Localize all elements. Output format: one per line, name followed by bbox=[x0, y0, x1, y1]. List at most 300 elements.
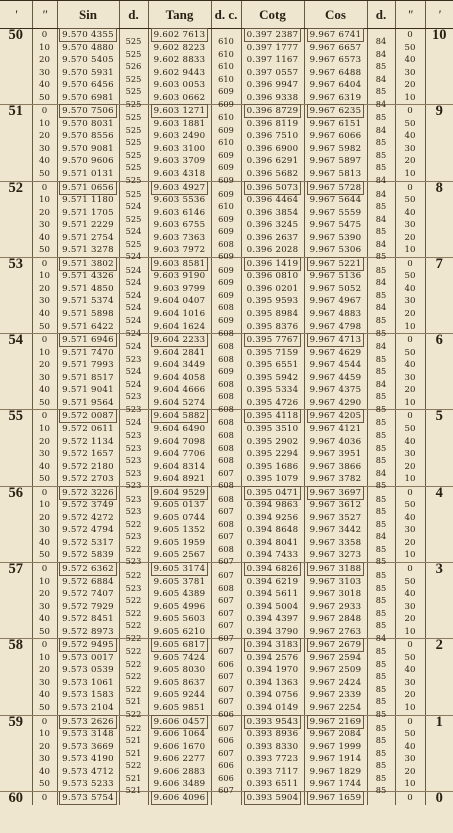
cos-value-text: 9.967 3188 bbox=[309, 563, 362, 574]
second-cell: 50 bbox=[32, 92, 57, 105]
second-cell-right: 10 bbox=[395, 626, 425, 639]
cos-value bbox=[304, 613, 367, 626]
cos-value-text: 9.967 2763 bbox=[309, 626, 362, 637]
second-cell-right: 30 bbox=[395, 372, 425, 385]
cos-diff: 85 bbox=[367, 708, 395, 721]
common-diff: 610 bbox=[211, 111, 241, 124]
sin-diff: 525 bbox=[119, 98, 148, 111]
tang-value bbox=[148, 143, 211, 156]
cotg-value bbox=[241, 448, 304, 461]
cos-diff: 85 bbox=[367, 670, 395, 683]
cotg-value-text: 0.394 1970 bbox=[246, 665, 299, 676]
tang-value bbox=[148, 42, 211, 55]
minute-cell bbox=[0, 423, 32, 436]
tang-value bbox=[148, 295, 211, 308]
sin-diff: 523 bbox=[119, 530, 148, 543]
cos-value-text: 9.967 6741 bbox=[309, 30, 362, 40]
tang-value bbox=[148, 741, 211, 754]
second-cell: 20 bbox=[32, 359, 57, 372]
common-diff: 608 bbox=[211, 442, 241, 455]
cotg-value-text: 0.393 9543 bbox=[246, 716, 299, 727]
tang-value-text: 9.603 0662 bbox=[153, 92, 206, 103]
tang-value bbox=[148, 321, 211, 334]
second-cell-right: 10 bbox=[395, 321, 425, 334]
sin-diff: 522 bbox=[119, 607, 148, 620]
sin-value-text: 9.572 2703 bbox=[62, 474, 114, 485]
cos-value bbox=[304, 677, 367, 690]
minute-cell: 54 bbox=[8, 332, 23, 349]
cotg-value-text: 0.396 7510 bbox=[246, 131, 299, 142]
cos-diff: 85 bbox=[367, 225, 395, 238]
cos-diff: 85 bbox=[367, 416, 395, 429]
tang-value-text: 9.604 8314 bbox=[153, 461, 206, 472]
cos-value-text: 9.967 3951 bbox=[309, 449, 362, 460]
minute-cell-right bbox=[425, 54, 453, 67]
cotg-value-text: 0.394 9256 bbox=[246, 512, 299, 523]
second-cell: 20 bbox=[32, 207, 57, 220]
sin-value bbox=[57, 549, 119, 562]
tang-value-text: 9.604 7098 bbox=[153, 436, 206, 447]
sin-value bbox=[57, 67, 119, 80]
second-cell-right: 0 bbox=[395, 257, 425, 270]
second-cell-right: 40 bbox=[395, 54, 425, 67]
sin-diff: 523 bbox=[119, 454, 148, 467]
tang-value-text: 9.604 2841 bbox=[153, 347, 206, 358]
cos-value bbox=[304, 92, 367, 105]
common-diff: 608 bbox=[211, 429, 241, 442]
cotg-value-text: 0.395 9593 bbox=[246, 296, 299, 307]
cos-value bbox=[304, 397, 367, 410]
second-cell-right: 0 bbox=[395, 639, 425, 652]
common-diff: 607 bbox=[211, 467, 241, 480]
tang-value-text: 9.605 1352 bbox=[153, 525, 206, 536]
minute-cell-right bbox=[425, 652, 453, 665]
cos-diff: 85 bbox=[367, 403, 395, 416]
cos-value bbox=[304, 372, 367, 385]
sin-diff: 521 bbox=[119, 695, 148, 708]
second-cell: 0 bbox=[32, 486, 57, 499]
cotg-value bbox=[241, 436, 304, 449]
minute-cell-right: 5 bbox=[425, 410, 453, 423]
minute-cell-right: 0 bbox=[425, 791, 453, 805]
second-cell: 50 bbox=[32, 244, 57, 257]
sin-diff: 521 bbox=[119, 747, 148, 760]
cos-value-text: 9.967 3358 bbox=[309, 537, 362, 548]
cos-value bbox=[304, 384, 367, 397]
tang-value-text: 9.604 3449 bbox=[153, 360, 206, 371]
common-diff: 607 bbox=[211, 683, 241, 696]
minute-cell-right bbox=[425, 588, 453, 601]
sin-value-text: 9.571 3278 bbox=[62, 245, 114, 256]
common-diff: 610 bbox=[211, 35, 241, 48]
minute-cell-right: 10 bbox=[425, 29, 453, 42]
minute-cell bbox=[0, 67, 32, 80]
second-cell-right: 50 bbox=[395, 194, 425, 207]
cos-value-text: 9.967 2848 bbox=[309, 614, 362, 625]
cos-value-text: 9.967 1829 bbox=[309, 766, 362, 777]
sin-value-text: 9.570 9081 bbox=[62, 143, 114, 154]
tang-value bbox=[148, 562, 211, 575]
tang-value bbox=[148, 207, 211, 220]
minute-cell bbox=[0, 232, 32, 245]
tang-value bbox=[148, 448, 211, 461]
sin-value bbox=[57, 372, 119, 385]
tang-value bbox=[148, 105, 211, 118]
cotg-value-text: 0.396 2637 bbox=[246, 232, 299, 243]
cos-value bbox=[304, 576, 367, 589]
second-cell: 40 bbox=[32, 461, 57, 474]
cos-diff: 84 bbox=[367, 174, 395, 187]
sin-value-text: 9.571 0131 bbox=[62, 169, 114, 180]
second-cell-right: 10 bbox=[395, 397, 425, 410]
sin-value-text: 9.570 5931 bbox=[62, 67, 114, 78]
cos-value bbox=[304, 499, 367, 512]
second-cell-right: 30 bbox=[395, 67, 425, 80]
sin-diff: 525 bbox=[119, 35, 148, 48]
cos-diff: 84 bbox=[367, 213, 395, 226]
cotg-value bbox=[241, 537, 304, 550]
cos-diff: 84 bbox=[367, 340, 395, 353]
cos-value-text: 9.967 6573 bbox=[309, 55, 362, 66]
minute-cell bbox=[0, 588, 32, 601]
common-diff: 608 bbox=[211, 518, 241, 531]
second-cell-right: 0 bbox=[395, 410, 425, 423]
cos-diff: 85 bbox=[367, 149, 395, 162]
cos-diff: 85 bbox=[367, 136, 395, 149]
minute-cell-right bbox=[425, 194, 453, 207]
sin-value-text: 9.573 4190 bbox=[62, 754, 114, 765]
second-cell-right: 30 bbox=[395, 677, 425, 690]
cos-diff: 84 bbox=[367, 187, 395, 200]
cos-value bbox=[304, 461, 367, 474]
common-diff: 607 bbox=[211, 747, 241, 760]
cos-diff: 84 bbox=[367, 124, 395, 137]
cotg-value-text: 0.396 2028 bbox=[246, 245, 299, 256]
cos-value-text: 9.967 2679 bbox=[309, 640, 362, 651]
cos-value-text: 9.967 5897 bbox=[309, 156, 362, 167]
cos-value-text: 9.967 5559 bbox=[309, 207, 362, 218]
cotg-value-text: 0.394 8648 bbox=[246, 525, 299, 536]
second-cell-right: 0 bbox=[395, 29, 425, 42]
sin-value bbox=[57, 257, 119, 270]
cos-value bbox=[304, 308, 367, 321]
second-cell-right: 50 bbox=[395, 118, 425, 131]
second-cell-right: 40 bbox=[395, 436, 425, 449]
second-cell-right: 40 bbox=[395, 207, 425, 220]
tang-value bbox=[148, 155, 211, 168]
cotg-value-text: 0.394 0149 bbox=[246, 702, 299, 713]
sin-value-text: 9.572 1134 bbox=[62, 436, 114, 447]
cotg-value-text: 0.394 5611 bbox=[246, 589, 299, 600]
header-sin: Sin bbox=[57, 1, 119, 29]
tang-value-text: 9.604 8921 bbox=[153, 474, 206, 485]
minute-cell bbox=[0, 524, 32, 537]
sin-value bbox=[57, 677, 119, 690]
tang-value-text: 9.605 6210 bbox=[153, 626, 206, 637]
cotg-value-text: 0.397 1167 bbox=[246, 55, 299, 66]
common-diff: 610 bbox=[211, 73, 241, 86]
tang-value-text: 9.603 3100 bbox=[153, 143, 206, 154]
common-diff: 607 bbox=[211, 670, 241, 683]
header-cos-diff: d. bbox=[367, 1, 395, 29]
tang-value bbox=[148, 384, 211, 397]
minute-cell-right bbox=[425, 601, 453, 614]
tang-value bbox=[148, 92, 211, 105]
sin-value-text: 9.571 2754 bbox=[62, 232, 114, 243]
second-cell: 0 bbox=[32, 410, 57, 423]
minute-cell-right bbox=[425, 155, 453, 168]
cos-value bbox=[304, 194, 367, 207]
second-cell: 10 bbox=[32, 652, 57, 665]
minute-cell: 58 bbox=[8, 637, 23, 654]
sin-value-text: 9.573 1061 bbox=[62, 677, 114, 688]
minute-cell-right bbox=[425, 118, 453, 131]
cos-value-text: 9.967 3612 bbox=[309, 500, 362, 511]
minute-cell-right: 3 bbox=[425, 562, 453, 575]
sin-diff: 524 bbox=[119, 378, 148, 391]
sin-value-text: 9.573 5754 bbox=[62, 793, 114, 804]
common-diff: 608 bbox=[211, 454, 241, 467]
sin-value-text: 9.570 6981 bbox=[62, 92, 114, 103]
cotg-value bbox=[241, 347, 304, 360]
cos-value bbox=[304, 664, 367, 677]
cos-value bbox=[304, 562, 367, 575]
cotg-value bbox=[241, 181, 304, 194]
cos-value bbox=[304, 473, 367, 486]
cos-value bbox=[304, 601, 367, 614]
sin-diff: 522 bbox=[119, 658, 148, 671]
sin-diff: 525 bbox=[119, 73, 148, 86]
second-cell: 50 bbox=[32, 397, 57, 410]
common-diff: 608 bbox=[211, 238, 241, 251]
cos-value-text: 9.967 1659 bbox=[309, 793, 362, 804]
cos-diff: 85 bbox=[367, 111, 395, 124]
tang-value bbox=[148, 689, 211, 702]
second-cell-right: 50 bbox=[395, 728, 425, 741]
tang-value bbox=[148, 715, 211, 728]
tang-value bbox=[148, 677, 211, 690]
minute-cell-right bbox=[425, 664, 453, 677]
cotg-value bbox=[241, 512, 304, 525]
second-cell: 40 bbox=[32, 766, 57, 779]
cos-value-text: 9.967 3527 bbox=[309, 512, 362, 523]
tang-value-text: 9.603 9799 bbox=[153, 283, 206, 294]
common-diff: 608 bbox=[211, 416, 241, 429]
cotg-value-text: 0.393 7117 bbox=[246, 766, 299, 777]
second-cell-right: 0 bbox=[395, 562, 425, 575]
cos-value bbox=[304, 155, 367, 168]
common-diff: 608 bbox=[211, 543, 241, 556]
cos-value-text: 9.967 4883 bbox=[309, 309, 362, 320]
common-diff: 606 bbox=[211, 734, 241, 747]
cos-diff: 85 bbox=[367, 314, 395, 327]
second-cell: 10 bbox=[32, 728, 57, 741]
tang-value-text: 9.603 2490 bbox=[153, 131, 206, 142]
minute-cell-right bbox=[425, 728, 453, 741]
tang-value bbox=[148, 168, 211, 181]
cos-value bbox=[304, 448, 367, 461]
minute-cell bbox=[0, 512, 32, 525]
tang-value-text: 9.605 3174 bbox=[153, 563, 206, 574]
sin-value bbox=[57, 143, 119, 156]
cos-diff: 84 bbox=[367, 301, 395, 314]
cos-value bbox=[304, 54, 367, 67]
common-diff: 607 bbox=[211, 695, 241, 708]
cotg-value-text: 0.393 7723 bbox=[246, 754, 299, 765]
cotg-value-text: 0.396 0201 bbox=[246, 283, 299, 294]
cotg-value-text: 0.397 2387 bbox=[246, 30, 299, 40]
second-cell: 20 bbox=[32, 54, 57, 67]
cos-value bbox=[304, 486, 367, 499]
cos-diff: 85 bbox=[367, 442, 395, 455]
sin-value bbox=[57, 79, 119, 92]
sin-value-text: 9.573 0539 bbox=[62, 665, 114, 676]
cos-value bbox=[304, 232, 367, 245]
second-cell: 50 bbox=[32, 473, 57, 486]
cos-value bbox=[304, 524, 367, 537]
tang-value-text: 9.604 9529 bbox=[153, 487, 206, 498]
tang-value bbox=[148, 626, 211, 639]
cos-diff: 85 bbox=[367, 721, 395, 734]
second-cell-right: 30 bbox=[395, 753, 425, 766]
second-cell: 50 bbox=[32, 702, 57, 715]
sin-diff: 522 bbox=[119, 594, 148, 607]
second-cell: 40 bbox=[32, 689, 57, 702]
cotg-value-text: 0.395 0471 bbox=[246, 487, 299, 498]
minute-cell bbox=[0, 461, 32, 474]
common-diff: 609 bbox=[211, 276, 241, 289]
second-cell-right: 10 bbox=[395, 168, 425, 181]
minute-cell bbox=[0, 130, 32, 143]
common-diff: 608 bbox=[211, 301, 241, 314]
common-diff: 609 bbox=[211, 365, 241, 378]
minute-cell-right bbox=[425, 537, 453, 550]
tang-value bbox=[148, 423, 211, 436]
sin-value bbox=[57, 168, 119, 181]
sin-diff: 521 bbox=[119, 734, 148, 747]
sin-value-text: 9.570 4880 bbox=[62, 42, 114, 53]
cos-value-text: 9.967 6151 bbox=[309, 118, 362, 129]
common-diff: 608 bbox=[211, 353, 241, 366]
sin-value-text: 9.572 3226 bbox=[62, 487, 114, 498]
cotg-value bbox=[241, 689, 304, 702]
second-cell: 30 bbox=[32, 448, 57, 461]
cos-value-text: 9.967 1914 bbox=[309, 754, 362, 765]
second-cell-right: 50 bbox=[395, 499, 425, 512]
common-diff: 606 bbox=[211, 708, 241, 721]
cos-value bbox=[304, 410, 367, 423]
second-cell-right: 30 bbox=[395, 601, 425, 614]
cotg-value bbox=[241, 207, 304, 220]
common-diff: 609 bbox=[211, 314, 241, 327]
tang-value-text: 9.605 2567 bbox=[153, 550, 206, 561]
sin-value bbox=[57, 29, 119, 42]
tang-value-text: 9.603 7972 bbox=[153, 245, 206, 256]
common-diff: 608 bbox=[211, 492, 241, 505]
sin-value-text: 9.571 6422 bbox=[62, 321, 114, 332]
tang-value-text: 9.602 8223 bbox=[153, 42, 206, 53]
second-cell: 30 bbox=[32, 219, 57, 232]
cotg-value bbox=[241, 423, 304, 436]
sin-value-text: 9.571 3802 bbox=[62, 258, 114, 269]
common-diff: 607 bbox=[211, 784, 241, 797]
table-body bbox=[0, 29, 453, 805]
sin-value-text: 9.572 1657 bbox=[62, 449, 114, 460]
tang-value bbox=[148, 410, 211, 423]
cos-value-text: 9.967 5390 bbox=[309, 232, 362, 243]
cos-value-text: 9.967 2594 bbox=[309, 652, 362, 663]
cos-value-text: 9.967 4798 bbox=[309, 321, 362, 332]
common-diff: 608 bbox=[211, 327, 241, 340]
minute-cell-right bbox=[425, 295, 453, 308]
sin-value bbox=[57, 232, 119, 245]
cotg-value bbox=[241, 308, 304, 321]
header-cos: Cos bbox=[304, 1, 367, 29]
tang-value bbox=[148, 588, 211, 601]
second-cell-right: 20 bbox=[395, 689, 425, 702]
cos-value-text: 9.967 4713 bbox=[309, 335, 362, 346]
sin-value bbox=[57, 791, 119, 805]
minute-cell-right bbox=[425, 130, 453, 143]
minute-cell-right bbox=[425, 613, 453, 626]
sin-value-text: 9.572 8451 bbox=[62, 614, 114, 625]
sin-diff: 522 bbox=[119, 645, 148, 658]
tang-value bbox=[148, 486, 211, 499]
cotg-value-text: 0.394 2576 bbox=[246, 652, 299, 663]
minute-cell-right bbox=[425, 42, 453, 55]
second-cell: 0 bbox=[32, 791, 57, 805]
sin-value bbox=[57, 499, 119, 512]
cotg-value bbox=[241, 410, 304, 423]
common-diff: 606 bbox=[211, 658, 241, 671]
second-cell-right: 40 bbox=[395, 130, 425, 143]
tang-value-text: 9.602 7613 bbox=[153, 30, 206, 40]
minute-cell-right bbox=[425, 524, 453, 537]
second-cell-right: 20 bbox=[395, 155, 425, 168]
cotg-value-text: 0.393 6511 bbox=[246, 779, 299, 790]
tang-value-text: 9.604 5882 bbox=[153, 411, 206, 422]
second-cell-right: 10 bbox=[395, 549, 425, 562]
sin-diff: 524 bbox=[119, 225, 148, 238]
cos-value bbox=[304, 728, 367, 741]
sin-diff: 524 bbox=[119, 416, 148, 429]
second-cell: 0 bbox=[32, 181, 57, 194]
common-diff: 610 bbox=[211, 136, 241, 149]
minute-cell-right bbox=[425, 461, 453, 474]
cos-diff: 85 bbox=[367, 200, 395, 213]
cos-diff: 85 bbox=[367, 289, 395, 302]
second-cell: 20 bbox=[32, 130, 57, 143]
minute-cell-right bbox=[425, 741, 453, 754]
tang-value-text: 9.603 7363 bbox=[153, 232, 206, 243]
cos-value-text: 9.967 3866 bbox=[309, 461, 362, 472]
cotg-value-text: 0.393 8936 bbox=[246, 729, 299, 740]
tang-value bbox=[148, 118, 211, 131]
common-diff: 607 bbox=[211, 645, 241, 658]
cos-value bbox=[304, 295, 367, 308]
tang-value-text: 9.605 8637 bbox=[153, 677, 206, 688]
cotg-value-text: 0.396 9338 bbox=[246, 92, 299, 103]
sin-value bbox=[57, 397, 119, 410]
common-diff: 606 bbox=[211, 759, 241, 772]
cos-value bbox=[304, 219, 367, 232]
cotg-value bbox=[241, 549, 304, 562]
sin-diff: 521 bbox=[119, 784, 148, 797]
tang-value bbox=[148, 652, 211, 665]
sin-value-text: 9.572 4272 bbox=[62, 512, 114, 523]
sin-diff: 525 bbox=[119, 213, 148, 226]
cos-value-text: 9.967 2933 bbox=[309, 601, 362, 612]
